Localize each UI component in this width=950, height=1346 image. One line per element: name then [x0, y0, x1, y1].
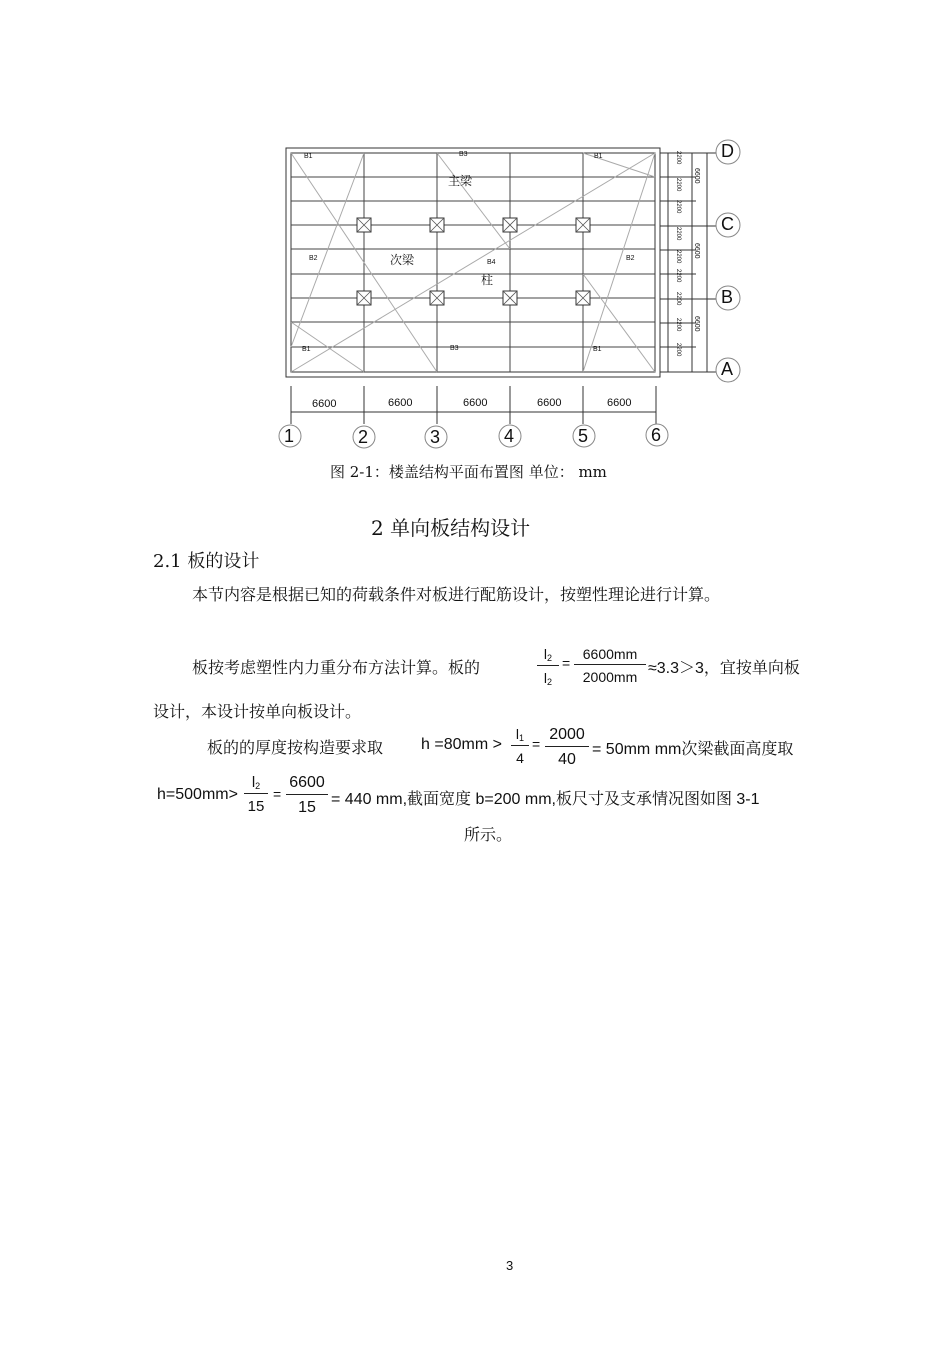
side-subdim-label: 2200 [675, 269, 681, 283]
paragraph-2-lead: 板按考虑塑性内力重分布方法计算。板的 [192, 658, 481, 677]
paragraph-3-lead: 板的的厚度按构造要求取 [207, 738, 384, 757]
span-label: 6600 [463, 397, 488, 409]
ratio-6600-over-15: $\frac{6600}{15}$ [286, 774, 328, 817]
paragraph-1: 本节内容是根据已知的荷载条件对板进行配筋设计，按塑性理论进行计算。 [192, 585, 721, 604]
column-axis-label: 1 [284, 426, 295, 446]
side-dim-label: 6600 [693, 316, 700, 332]
paragraph-2-tail: ≈3.3＞3，宜按单向板 [648, 660, 800, 677]
side-subdim-label: 2200 [675, 318, 681, 332]
row-axis-label: C [721, 214, 734, 234]
row-axis-label: D [721, 141, 734, 161]
ratio-l2-over-15: $\frac{l_2}{15}$ [244, 774, 268, 815]
side-subdim-label: 2200 [675, 151, 681, 165]
row-axis-bubbles [716, 140, 740, 382]
column-axis-label: 6 [651, 425, 662, 445]
right-dimension [660, 153, 716, 372]
ratio-l1-over-4: $\frac{l_1}{4}$ [511, 726, 529, 766]
span-label: 6600 [388, 397, 413, 409]
row-axis-label: A [721, 359, 734, 379]
side-dim-label: 6600 [693, 243, 700, 259]
column-axis-label: 3 [430, 427, 441, 447]
column-axis-label: 4 [504, 426, 515, 446]
side-dim-label: 6600 [693, 168, 700, 184]
label-main-beam: 主梁 [448, 174, 473, 188]
ratio-6600-over-2000: $\frac{6600mm}{2000mm}$ [574, 646, 646, 685]
label-column: 柱 [481, 273, 494, 287]
row-axis-label: B [721, 287, 734, 307]
paragraph-4-continued: 所示。 [464, 825, 513, 844]
floor-plan-figure [0, 0, 950, 500]
label-b3-bottom: B3 [450, 345, 459, 352]
label-b1-top-left: B1 [304, 153, 313, 160]
ratio-2000-over-40: $\frac{2000}{40}$ [545, 726, 589, 769]
label-b1-bottom-right: B1 [593, 346, 602, 353]
label-secondary-beam: 次梁 [390, 253, 415, 267]
paragraph-3-tail: = 50mm mm次梁截面高度取 [592, 741, 794, 758]
column-axis-label: 5 [578, 426, 589, 446]
equals-sign: = [273, 786, 282, 802]
paragraph-2-continued: 设计，本设计按单向板设计。 [153, 702, 362, 721]
span-label: 6600 [607, 397, 632, 409]
label-b1-bottom-left: B1 [302, 346, 311, 353]
figure-caption: 图 2-1：楼盖结构平面布置图 单位： mm [330, 463, 607, 481]
subsection-heading: 2.1 板的设计 [153, 551, 260, 572]
equals-sign: = [532, 736, 541, 752]
label-b4: B4 [487, 259, 496, 266]
side-subdim-label: 2200 [675, 178, 681, 192]
section-heading: 2 单向板结构设计 [371, 516, 531, 540]
page-number: 3 [506, 1258, 514, 1273]
side-subdim-label: 2200 [675, 292, 681, 306]
side-subdim-label: 2200 [675, 200, 681, 214]
equals-sign: = [562, 655, 571, 671]
label-b2-right: B2 [626, 255, 635, 262]
side-subdim-label: 2200 [675, 250, 681, 264]
span-label: 6600 [537, 397, 562, 409]
column-axis-label: 2 [358, 427, 369, 447]
slab-thickness-h: h =80mm > [421, 736, 502, 753]
side-subdim-label: 2200 [675, 343, 681, 357]
label-b3-top: B3 [459, 151, 468, 158]
side-subdim-label: 2200 [675, 227, 681, 241]
label-b1-top-right: B1 [594, 153, 603, 160]
beam-height-h: h=500mm> [157, 786, 238, 803]
diagonal-guides [291, 153, 655, 372]
ratio-l2-over-l2: $\frac{l_2}{l_2}$ [537, 646, 559, 687]
label-b2-left: B2 [309, 255, 318, 262]
span-label: 6600 [312, 398, 337, 410]
column-axis-bubbles [279, 424, 668, 448]
paragraph-4-tail: = 440 mm,截面宽度 b=200 mm,板尺寸及支承情况图如图 3-1 [331, 791, 760, 808]
